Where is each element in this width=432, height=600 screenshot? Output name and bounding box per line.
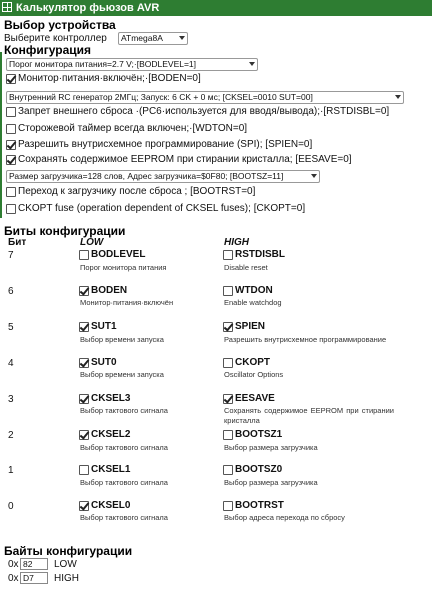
low-fuse-name: CKSEL3 xyxy=(91,393,131,404)
high-fuse-desc: Выбор адреса перехода по сбросу xyxy=(224,513,345,522)
bod-level-select-value: Порог монитора питания=2.7 V;·[BODLEVEL=1] xyxy=(9,59,197,69)
high-byte-label: HIGH xyxy=(54,573,79,584)
high-fuse-name: SPIEN xyxy=(235,321,266,332)
bootsz0-bit-checkbox[interactable] xyxy=(223,465,233,475)
spien-option-label: Разрешить внутрисхемное программирование (SPI); [SPIEN=0] xyxy=(18,139,313,150)
bit-number: 0 xyxy=(8,501,14,512)
low-fuse-name: BODLEVEL xyxy=(91,249,146,260)
cksel1-bit-checkbox[interactable] xyxy=(79,465,89,475)
rstdisbl-bit-checkbox[interactable] xyxy=(223,250,233,260)
low-fuse-name: BODEN xyxy=(91,285,128,296)
cksel2-bit-checkbox[interactable] xyxy=(79,430,89,440)
spien-bit-checkbox[interactable] xyxy=(223,322,233,332)
ckopt-option-label: CKOPT fuse (operation dependent of CKSEL fuses); [CKOPT=0] xyxy=(18,203,306,214)
high-fuse-name: EESAVE xyxy=(235,393,275,404)
high-byte-value: D7 xyxy=(23,573,34,583)
high-fuse-desc: Сохранять содержимое EEPROM при стирании кристалла xyxy=(224,406,394,425)
eesave-checkbox[interactable] xyxy=(6,155,16,165)
low-fuse-name: CKSEL0 xyxy=(91,500,131,511)
rstdisbl-option-label: Запрет внешнего сброса ·(PC6·используется для вводя/вывода);·[RSTDISBL=0] xyxy=(18,106,390,117)
cksel3-bit-checkbox[interactable] xyxy=(79,394,89,404)
chevron-down-icon xyxy=(179,36,185,40)
controller-select-value: ATmega8A xyxy=(121,33,163,43)
low-fuse-desc: Порог монитора питания xyxy=(80,263,167,272)
bit-number: 7 xyxy=(8,250,14,261)
config-heading: Конфигурация xyxy=(4,43,92,57)
wdton-option-label: Сторожевой таймер всегда включен;·[WDTON=0] xyxy=(18,123,248,134)
clock-source-select[interactable] xyxy=(6,91,404,104)
high-byte-input[interactable] xyxy=(20,572,48,584)
device-label: Выберите контроллер xyxy=(4,33,107,44)
eesave-bit-checkbox[interactable] xyxy=(223,394,233,404)
bit-number: 6 xyxy=(8,286,14,297)
high-fuse-desc: Oscillator Options xyxy=(224,370,284,379)
bodlevel-bit-checkbox[interactable] xyxy=(79,250,89,260)
bit-number: 3 xyxy=(8,394,14,405)
low-fuse-name: SUT0 xyxy=(91,357,117,368)
low-fuse-desc: Выбор тактового сигнала xyxy=(80,478,168,487)
bits-heading: Биты конфигурации xyxy=(4,224,126,238)
high-fuse-name: BOOTSZ0 xyxy=(235,464,283,475)
low-fuse-desc: Выбор времени запуска xyxy=(80,335,164,344)
bootrst-checkbox[interactable] xyxy=(6,187,16,197)
low-fuse-name: CKSEL1 xyxy=(91,464,131,475)
window-titlebar xyxy=(0,0,432,16)
chevron-down-icon xyxy=(395,95,401,99)
high-fuse-name: BOOTSZ1 xyxy=(235,429,283,440)
low-byte-value: 82 xyxy=(23,559,33,569)
chevron-down-icon xyxy=(249,62,255,66)
bootrst-option-label: Переход к загрузчику после сброса ; [BOOTRST=0] xyxy=(18,186,256,197)
bits-col-high: HIGH xyxy=(224,237,249,248)
bootloader-size-select-value: Размер загрузчика=128 слов, Адрес загрузчика=$0F80; [BOOTSZ=11] xyxy=(9,171,284,181)
low-fuse-desc: Выбор тактового сигнала xyxy=(80,406,168,415)
ckopt-bit-checkbox[interactable] xyxy=(223,358,233,368)
low-fuse-desc: Выбор времени запуска xyxy=(80,370,164,379)
spien-checkbox[interactable] xyxy=(6,140,16,150)
high-fuse-name: CKOPT xyxy=(235,357,270,368)
cksel0-bit-checkbox[interactable] xyxy=(79,501,89,511)
controller-select[interactable] xyxy=(118,32,188,45)
high-fuse-desc: Разрешить внутрисхемное программирование xyxy=(224,335,387,344)
high-byte-prefix: 0x xyxy=(8,573,19,584)
chevron-down-icon xyxy=(311,174,317,178)
high-fuse-name: RSTDISBL xyxy=(235,249,285,260)
bootrst-bit-checkbox[interactable] xyxy=(223,501,233,511)
bits-col-low: LOW xyxy=(80,237,104,248)
ckopt-checkbox[interactable] xyxy=(6,204,16,214)
bod-level-select[interactable] xyxy=(6,58,258,71)
bit-number: 2 xyxy=(8,430,14,441)
bootsz1-bit-checkbox[interactable] xyxy=(223,430,233,440)
sut1-bit-checkbox[interactable] xyxy=(79,322,89,332)
window-title: Калькулятор фьюзов AVR xyxy=(16,2,160,14)
device-heading: Выбор устройства xyxy=(4,18,116,32)
low-fuse-desc: Монитор·питания·включён xyxy=(80,298,174,307)
config-accent-bar xyxy=(0,52,2,218)
low-fuse-desc: Выбор тактового сигнала xyxy=(80,513,168,522)
low-byte-prefix: 0x xyxy=(8,559,19,570)
eesave-option-label: Сохранять содержимое EEPROM при стирании кристалла; [EESAVE=0] xyxy=(18,154,352,165)
wdton-checkbox[interactable] xyxy=(6,124,16,134)
high-fuse-desc: Выбор размера загрузчика xyxy=(224,478,318,487)
low-fuse-desc: Выбор тактового сигнала xyxy=(80,443,168,452)
low-fuse-name: CKSEL2 xyxy=(91,429,131,440)
high-fuse-name: BOOTRST xyxy=(235,500,284,511)
boden-checkbox[interactable] xyxy=(6,74,16,84)
high-fuse-desc: Выбор размера загрузчика xyxy=(224,443,318,452)
sut0-bit-checkbox[interactable] xyxy=(79,358,89,368)
wtdon-bit-checkbox[interactable] xyxy=(223,286,233,296)
high-fuse-desc: Enable watchdog xyxy=(224,298,282,307)
bits-col-bit: Бит xyxy=(8,237,27,248)
high-fuse-name: WTDON xyxy=(235,285,273,296)
high-fuse-desc: Disable reset xyxy=(224,263,268,272)
low-byte-label: LOW xyxy=(54,559,77,570)
expand-icon[interactable] xyxy=(2,2,12,12)
boden-option-label: Монитор·питания·включён;·[BODEN=0] xyxy=(18,73,201,84)
bytes-heading: Байты конфигурации xyxy=(4,544,133,558)
bit-number: 4 xyxy=(8,358,14,369)
clock-source-select-value: Внутренний RC генератор 2МГц; Запуск: 6 CK + 0 мс; [CKSEL=0010 SUT=00] xyxy=(9,92,313,102)
bit-number: 1 xyxy=(8,465,14,476)
low-byte-input[interactable] xyxy=(20,558,48,570)
rstdisbl-checkbox[interactable] xyxy=(6,107,16,117)
low-fuse-name: SUT1 xyxy=(91,321,117,332)
bootloader-size-select[interactable] xyxy=(6,170,320,183)
boden-bit-checkbox[interactable] xyxy=(79,286,89,296)
bit-number: 5 xyxy=(8,322,14,333)
